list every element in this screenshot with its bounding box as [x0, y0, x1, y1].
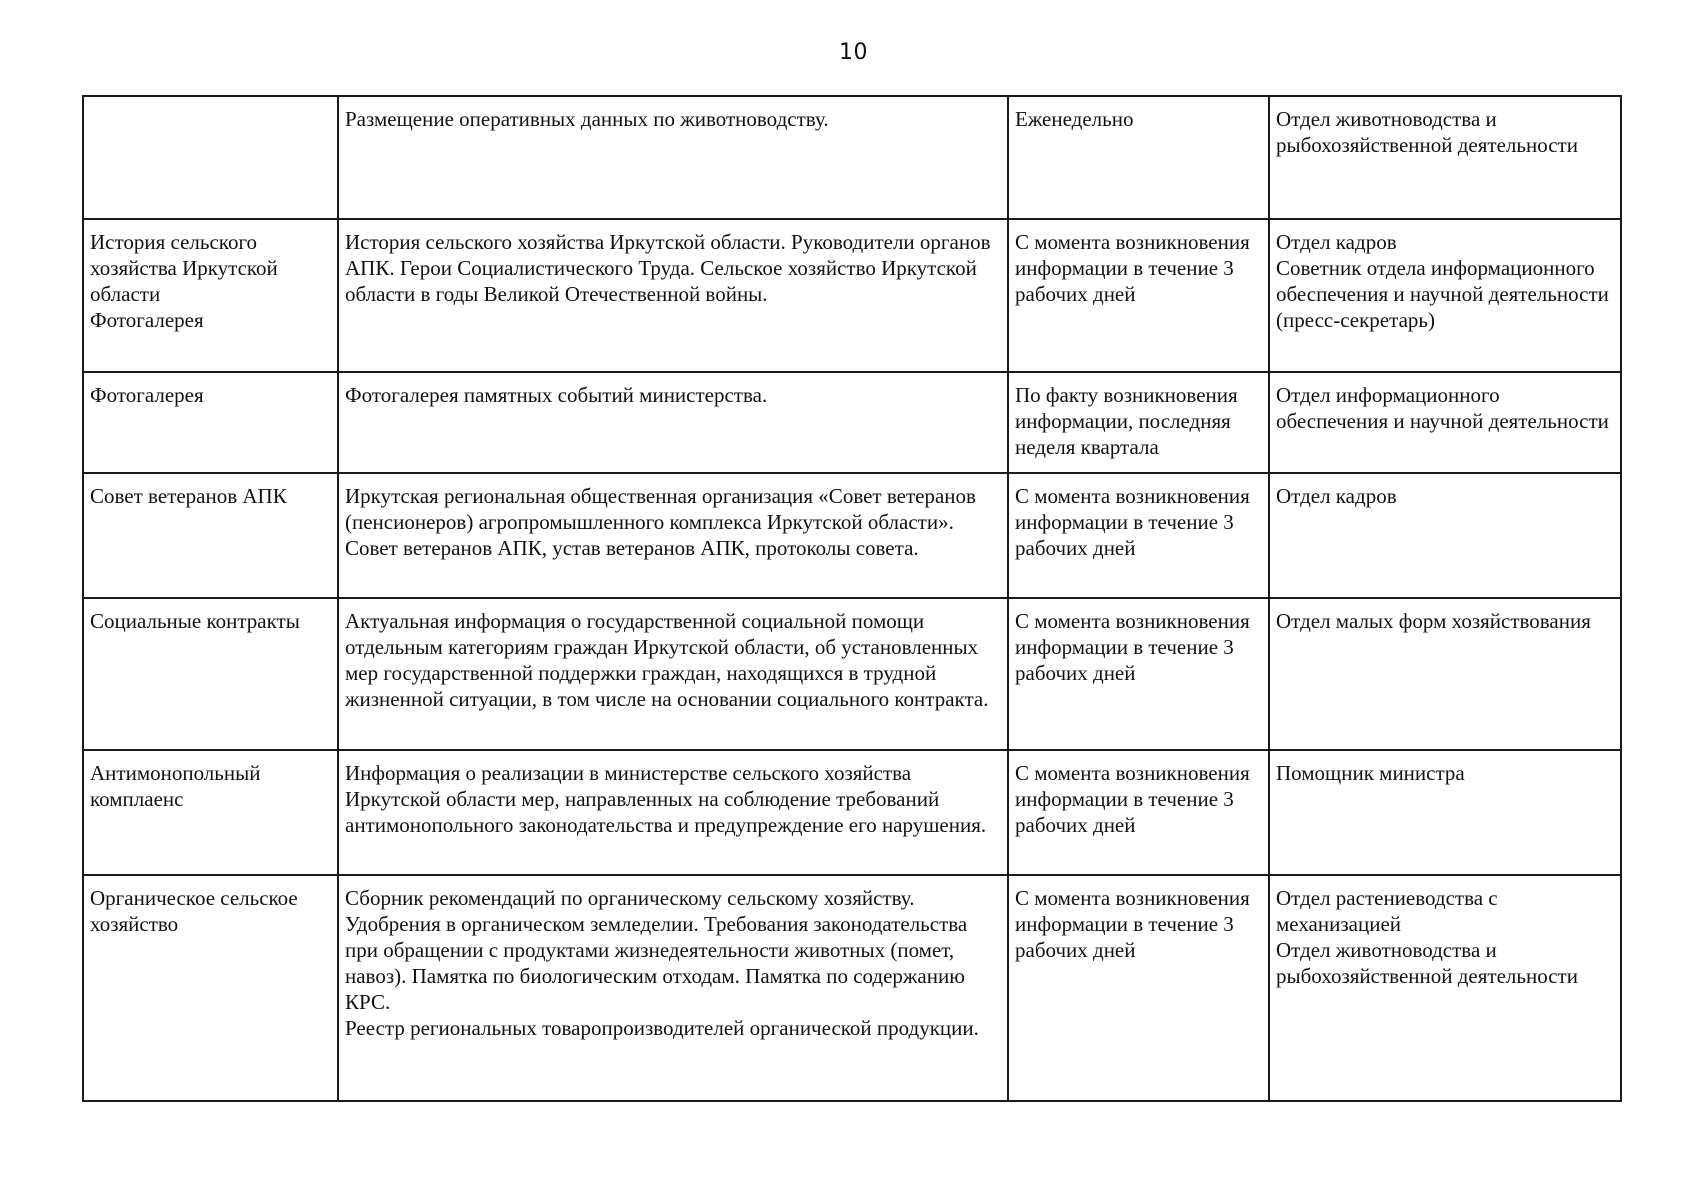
table-row [83, 750, 1621, 875]
content-cell: Иркутская региональная общественная организация «Совет ветеранов (пенсионеров) агропромышленного комплекса Иркутской области». Совет ветеранов АПК, устав ветеранов АПК, протоколы совета. [338, 473, 1008, 598]
period-cell: С момента возникновения информации в течение 3 рабочих дней [1008, 219, 1269, 372]
content-cell: Фотогалерея памятных событий министерства. [338, 372, 1008, 473]
period-cell: Еженедельно [1008, 96, 1269, 219]
content-cell: История сельского хозяйства Иркутской области. Руководители органов АПК. Герои Социалистического Труда. Сельское хозяйство Иркутской области в годы Великой Отечественной войны. [338, 219, 1008, 372]
table-row [83, 598, 1621, 750]
information-table [82, 95, 1622, 1102]
period-cell: С момента возникновения информации в течение 3 рабочих дней [1008, 473, 1269, 598]
responsible-cell: Отдел растениеводства с механизацией Отдел животноводства и рыбохозяйственной деятельности [1269, 875, 1621, 1101]
section-cell: Совет ветеранов АПК [83, 473, 338, 598]
section-cell: Антимонопольный комплаенс [83, 750, 338, 875]
content-cell: Информация о реализации в министерстве сельского хозяйства Иркутской области мер, направленных на соблюдение требований антимонопольного законодательства и предупреждение его нарушения. [338, 750, 1008, 875]
responsible-cell: Отдел кадров Советник отдела информационного обеспечения и научной деятельности (пресс-секретарь) [1269, 219, 1621, 372]
section-cell: Органическое сельское хозяйство [83, 875, 338, 1101]
responsible-cell: Отдел животноводства и рыбохозяйственной деятельности [1269, 96, 1621, 219]
table-row [83, 96, 1621, 219]
table-row [83, 219, 1621, 372]
content-cell: Сборник рекомендаций по органическому сельскому хозяйству. Удобрения в органическом земледелии. Требования законодательства при обращении с продуктами жизнедеятельности животных (помет, навоз). Памятка по биологическим отходам. Памятка по содержанию КРС. Реестр региональных товаропроизводителей органической продукции. [338, 875, 1008, 1101]
responsible-cell: Помощник министра [1269, 750, 1621, 875]
table-row [83, 372, 1621, 473]
page-number: 10 [839, 40, 868, 65]
content-cell: Актуальная информация о государственной социальной помощи отдельным категориям граждан Иркутской области, об установленных мер государственной поддержки граждан, находящихся в трудной жизненной ситуации, в том числе на основании социального контракта. [338, 598, 1008, 750]
section-cell: Социальные контракты [83, 598, 338, 750]
responsible-cell: Отдел кадров [1269, 473, 1621, 598]
period-cell: С момента возникновения информации в течение 3 рабочих дней [1008, 598, 1269, 750]
responsible-cell: Отдел информационного обеспечения и научной деятельности [1269, 372, 1621, 473]
period-cell: С момента возникновения информации в течение 3 рабочих дней [1008, 875, 1269, 1101]
section-cell: История сельского хозяйства Иркутской области Фотогалерея [83, 219, 338, 372]
period-cell: С момента возникновения информации в течение 3 рабочих дней [1008, 750, 1269, 875]
content-cell: Размещение оперативных данных по животноводству. [338, 96, 1008, 219]
section-cell [83, 96, 338, 219]
section-cell: Фотогалерея [83, 372, 338, 473]
table-row [83, 473, 1621, 598]
period-cell: По факту возникновения информации, последняя неделя квартала [1008, 372, 1269, 473]
responsible-cell: Отдел малых форм хозяйствования [1269, 598, 1621, 750]
table-row [83, 875, 1621, 1101]
